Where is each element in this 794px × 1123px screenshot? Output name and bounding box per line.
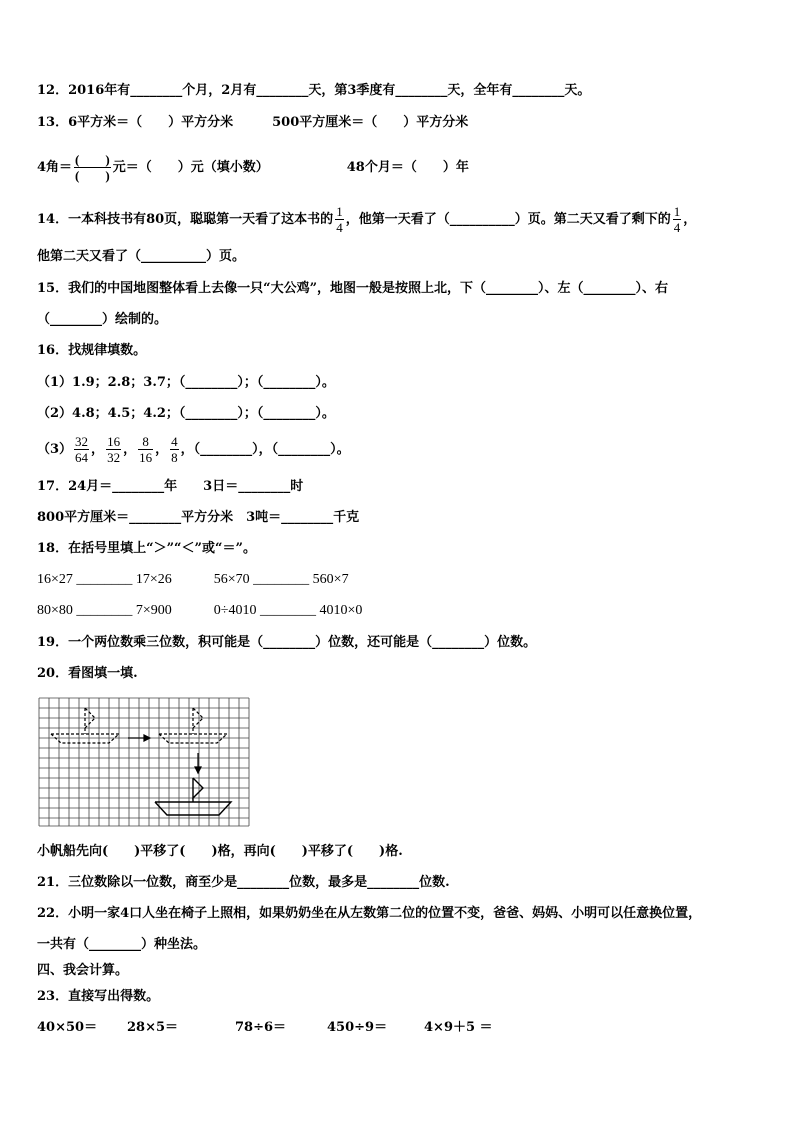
sailboat-grid-figure [38, 697, 252, 828]
grid-lines [39, 698, 249, 826]
calc-item: 28×5＝ [127, 1020, 179, 1035]
question-22-line1: 22．小明一家4口人坐在椅子上照相，如果奶奶坐在从左数第二位的位置不变，爸爸、妈妈、小明可以任意换位置， [37, 906, 702, 921]
question-13-line1: 13．6平方米＝（ ）平方分米 500平方厘米＝（ ）平方分米 [37, 115, 469, 130]
question-21: 21．三位数除以一位数，商至少是________位数，最多是________位数. [37, 875, 450, 890]
fraction-16-32: $\frac{16}{32}$ [107, 434, 121, 465]
q13-part2: 48个月＝（ ）年 [346, 160, 469, 175]
question-22-line2: 一共有（________）种坐法。 [37, 937, 207, 952]
question-12: 12．2016年有________个月，2月有________天，第3季度有________天，全年有________天。 [37, 83, 591, 98]
question-18-title: 18．在括号里填上“＞”“＜”或“＝”。 [37, 541, 256, 556]
question-16-row1: （1）1.9；2.8；3.7；（________）；（________）。 [37, 375, 335, 390]
question-18-row1: 16×27 ________ 17×26 56×70 ________ 560×7 [37, 572, 349, 587]
question-19: 19．一个两位数乘三位数，积可能是（________）位数，还可能是（________）位数。 [37, 635, 537, 650]
question-20-prompt: 小帆船先向( )平移了( )格，再向( )平移了( )格. [37, 844, 403, 859]
fraction-8-16: $\frac{8}{16}$ [139, 434, 153, 465]
q13-suffix: 元＝（ ）元（填小数） [112, 160, 269, 175]
question-14-line1: 14．一本科技书有80页，聪聪第一天看了这本书的 $\frac{1}{4}$ ，他第一天看了（__________）页。第二天又看了剩下的 $\frac{1}{4}$ ， [37, 204, 697, 235]
calc-item: 40×50＝ [37, 1020, 98, 1035]
question-20-title: 20．看图填一填. [37, 666, 138, 681]
question-16-row2: （2）4.8；4.5；4.2；（________）；（________）。 [37, 406, 335, 421]
question-23-title: 23．直接写出得数。 [37, 989, 160, 1004]
question-13-line2 [37, 148, 469, 188]
question-16-row3: （3） $\frac{32}{64}$ ， $\frac{16}{32}$ ， $\frac{8}{16}$ ， $\frac{4}{8}$ ，（________），（________）。 [37, 434, 350, 465]
question-17-line1: 17．24月＝________年 3日＝________时 [37, 479, 304, 494]
sailboat-bottom-solid [155, 778, 231, 815]
fraction-4-8: $\frac{4}{8}$ [171, 434, 178, 465]
q13-prefix: 4角＝ [37, 160, 73, 175]
q14-fraction-1: $\frac{1}{4}$ [336, 204, 343, 235]
calc-item: 78÷6＝ [235, 1020, 287, 1035]
question-16-title: 16．找规律填数。 [37, 343, 147, 358]
question-14-line2: 他第二天又看了（__________）页。 [37, 249, 246, 264]
question-23-items [37, 1020, 493, 1036]
q13-fraction: $\frac{( )}{( )}$ [75, 152, 110, 183]
down-arrow-icon [195, 753, 201, 773]
question-17-line2: 800平方厘米＝________平方分米 3吨＝________千克 [37, 510, 360, 525]
fraction-32-64: $\frac{32}{64}$ [75, 434, 89, 465]
question-18-row2: 80×80 ________ 7×900 0÷4010 ________ 4010×0 [37, 603, 363, 618]
question-15-line2: （________）绘制的。 [37, 312, 168, 327]
calc-item: 450÷9＝ [327, 1020, 388, 1035]
q14-fraction-2: $\frac{1}{4}$ [673, 204, 681, 235]
question-15-line1: 15．我们的中国地图整体看上去像一只“大公鸡”，地图一般是按照上北，下（________）、左（________）、右 [37, 281, 669, 296]
calc-item: 4×9＋5 ＝ [424, 1020, 493, 1035]
section-4-heading: 四、我会计算。 [37, 963, 129, 978]
